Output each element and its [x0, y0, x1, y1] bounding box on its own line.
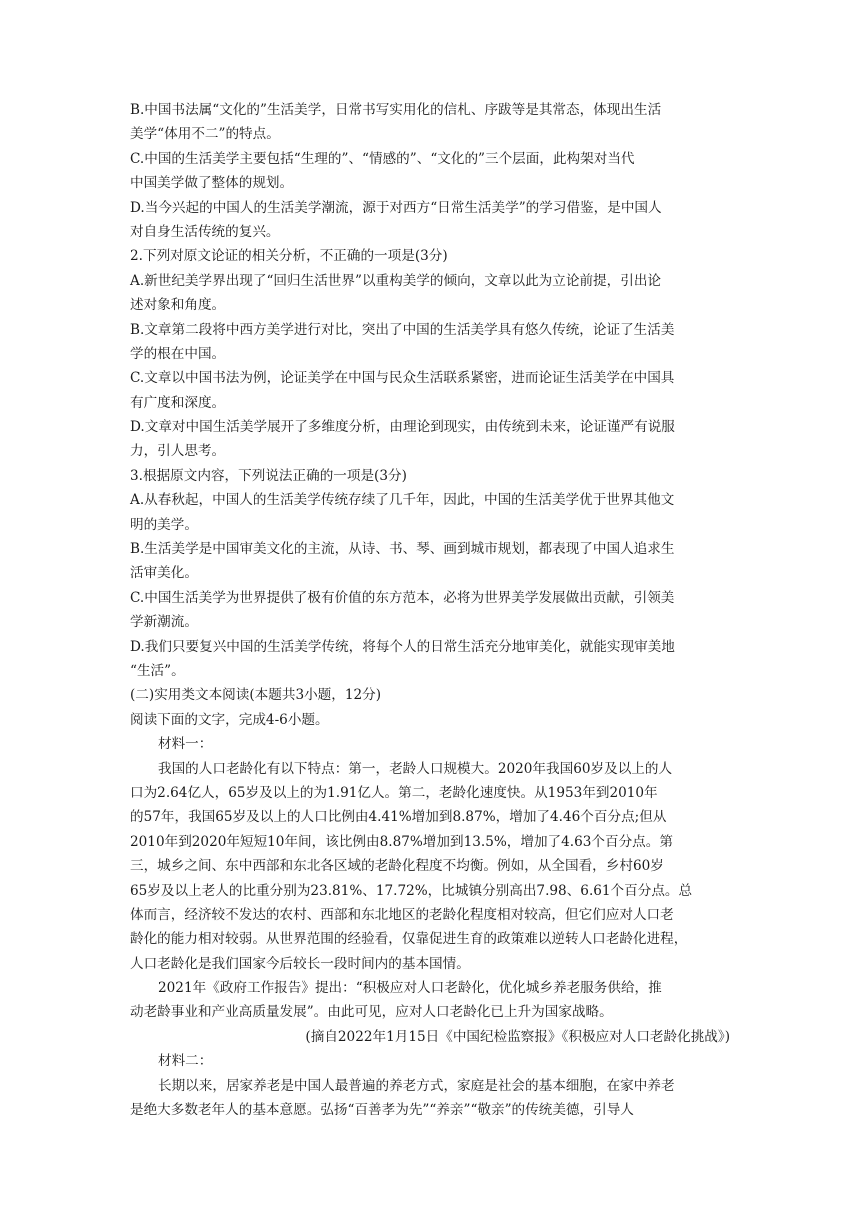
text-line: 动老龄事业和产业高质量发展”。由此可见，应对人口老龄化已上升为国家战略。	[130, 1004, 613, 1021]
q3-stem: 3.根据原文内容，下列说法正确的一项是(3分)	[130, 467, 407, 484]
q1-option-c	[130, 147, 730, 196]
text-line: D.我们只要复兴中国的生活美学传统，将每个人的日常生活充分地审美化，就能实现审美地	[130, 638, 675, 655]
material-2-paragraph-1	[130, 1074, 730, 1123]
material-1-source: (摘自2022年1月15日《中国纪检监察报》《积极应对人口老龄化挑战》)	[305, 1028, 730, 1045]
text-line: A.从春秋起，中国人的生活美学传统存续了几千年，因此，中国的生活美学优于世界其他文	[130, 492, 675, 509]
text-line: 三，城乡之间、东中西部和东北各区域的老龄化程度不均衡。例如，从全国看，乡村60岁	[130, 858, 664, 875]
text-line: B.生活美学是中国审美文化的主流，从诗、书、琴、画到城市规划，都表现了中国人追求生	[130, 541, 675, 558]
section-instruction: 阅读下面的文字，完成4-6小题。	[130, 711, 329, 728]
q2-option-b	[130, 318, 730, 367]
text-line: 人口老龄化是我们国家今后较长一段时间内的基本国情。	[130, 955, 470, 972]
text-line: D.文章对中国生活美学展开了多维度分析，由理论到现实，由传统到未来，论证谨严有说服	[130, 419, 675, 436]
text-line: 65岁及以上老人的比重分别为23.81%、17.72%，比城镇分别高出7.98、6.61个百分点。总	[130, 882, 693, 899]
text-line: D.当今兴起的中国人的生活美学潮流，源于对西方“日常生活美学”的学习借鉴，是中国人	[130, 199, 662, 216]
text-line: 是绝大多数老年人的基本意愿。弘扬“百善孝为先”“养亲”“敬亲”的传统美德，引导人	[130, 1102, 634, 1119]
q3-option-d	[130, 635, 730, 684]
text-line: B.文章第二段将中西方美学进行对比，突出了中国的生活美学具有悠久传统，论证了生活美	[130, 321, 675, 338]
q1-option-d	[130, 196, 730, 245]
text-line: C.中国生活美学为世界提供了极有价值的东方范本，必将为世界美学发展做出贡献，引领美	[130, 589, 675, 606]
material-1-label: 材料一：	[158, 736, 213, 753]
text-line: 美学“体用不二”的特点。	[130, 126, 280, 143]
text-line: 中国美学做了整体的规划。	[130, 175, 294, 192]
text-line: B.中国书法属“文化的”生活美学，日常书写实用化的信札、序跋等是其常态，体现出生活	[130, 102, 662, 118]
text-line: A.新世纪美学界出现了“回归生活世界”以重构美学的倾向，文章以此为立论前提，引出论	[130, 272, 662, 289]
q3-option-a	[130, 488, 730, 537]
text-line: 体而言，经济较不发达的农村、西部和东北地区的老龄化程度相对较高，但它们应对人口老	[130, 906, 674, 923]
section-title: (二)实用类文本阅读(本题共3小题，12分)	[130, 687, 382, 704]
text-line: 长期以来，居家养老是中国人最普遍的养老方式，家庭是社会的基本细胞，在家中养老	[158, 1077, 675, 1094]
q1-option-b	[130, 98, 730, 147]
exam-page	[130, 98, 730, 1122]
q3-option-c	[130, 586, 730, 635]
q2-option-a	[130, 269, 730, 318]
q2-option-d	[130, 415, 730, 464]
text-line: 2021年《政府工作报告》提出：“积极应对人口老龄化，优化城乡养老服务供给，推	[158, 980, 662, 997]
text-line: C.文章以中国书法为例，论证美学在中国与民众生活联系紧密，进而论证生活美学在中国具	[130, 370, 675, 387]
text-line: 的57年，我国65岁及以上的人口比例由4.41%增加到8.87%，增加了4.46个百分点;但从	[130, 809, 667, 826]
q2-option-c	[130, 366, 730, 415]
material-2-label: 材料二：	[158, 1053, 213, 1070]
text-line: 活审美化。	[130, 565, 198, 582]
text-line: 龄化的能力相对较弱。从世界范围的经验看，仅靠促进生育的政策难以逆转人口老龄化进程，	[130, 931, 688, 948]
text-line: 述对象和角度。	[130, 297, 226, 314]
text-line: “生活”。	[130, 662, 185, 679]
material-1-paragraph-2	[130, 976, 730, 1025]
text-line: 口为2.64亿人，65岁及以上的为1.91亿人。第二，老龄化速度快。从1953年到2010年	[130, 784, 658, 801]
text-line: 明的美学。	[130, 516, 198, 533]
material-1-paragraph-1	[130, 757, 730, 977]
text-line: 有广度和深度。	[130, 394, 226, 411]
text-line: 2010年到2020年短短10年间，该比例由8.87%增加到13.5%，增加了4.63个百分点。第	[130, 833, 673, 850]
text-line: 力，引人思考。	[130, 443, 226, 460]
text-line: C.中国的生活美学主要包括“生理的”、“情感的”、“文化的”三个层面，此构架对当代	[130, 150, 635, 167]
text-line: 我国的人口老龄化有以下特点：第一，老龄人口规模大。2020年我国60岁及以上的人	[158, 760, 673, 777]
q2-stem: 2.下列对原文论证的相关分析，不正确的一项是(3分)	[130, 248, 448, 265]
text-line: 学的根在中国。	[130, 345, 226, 362]
text-line: 学新潮流。	[130, 614, 198, 631]
text-line: 对自身生活传统的复兴。	[130, 223, 280, 240]
q3-option-b	[130, 537, 730, 586]
